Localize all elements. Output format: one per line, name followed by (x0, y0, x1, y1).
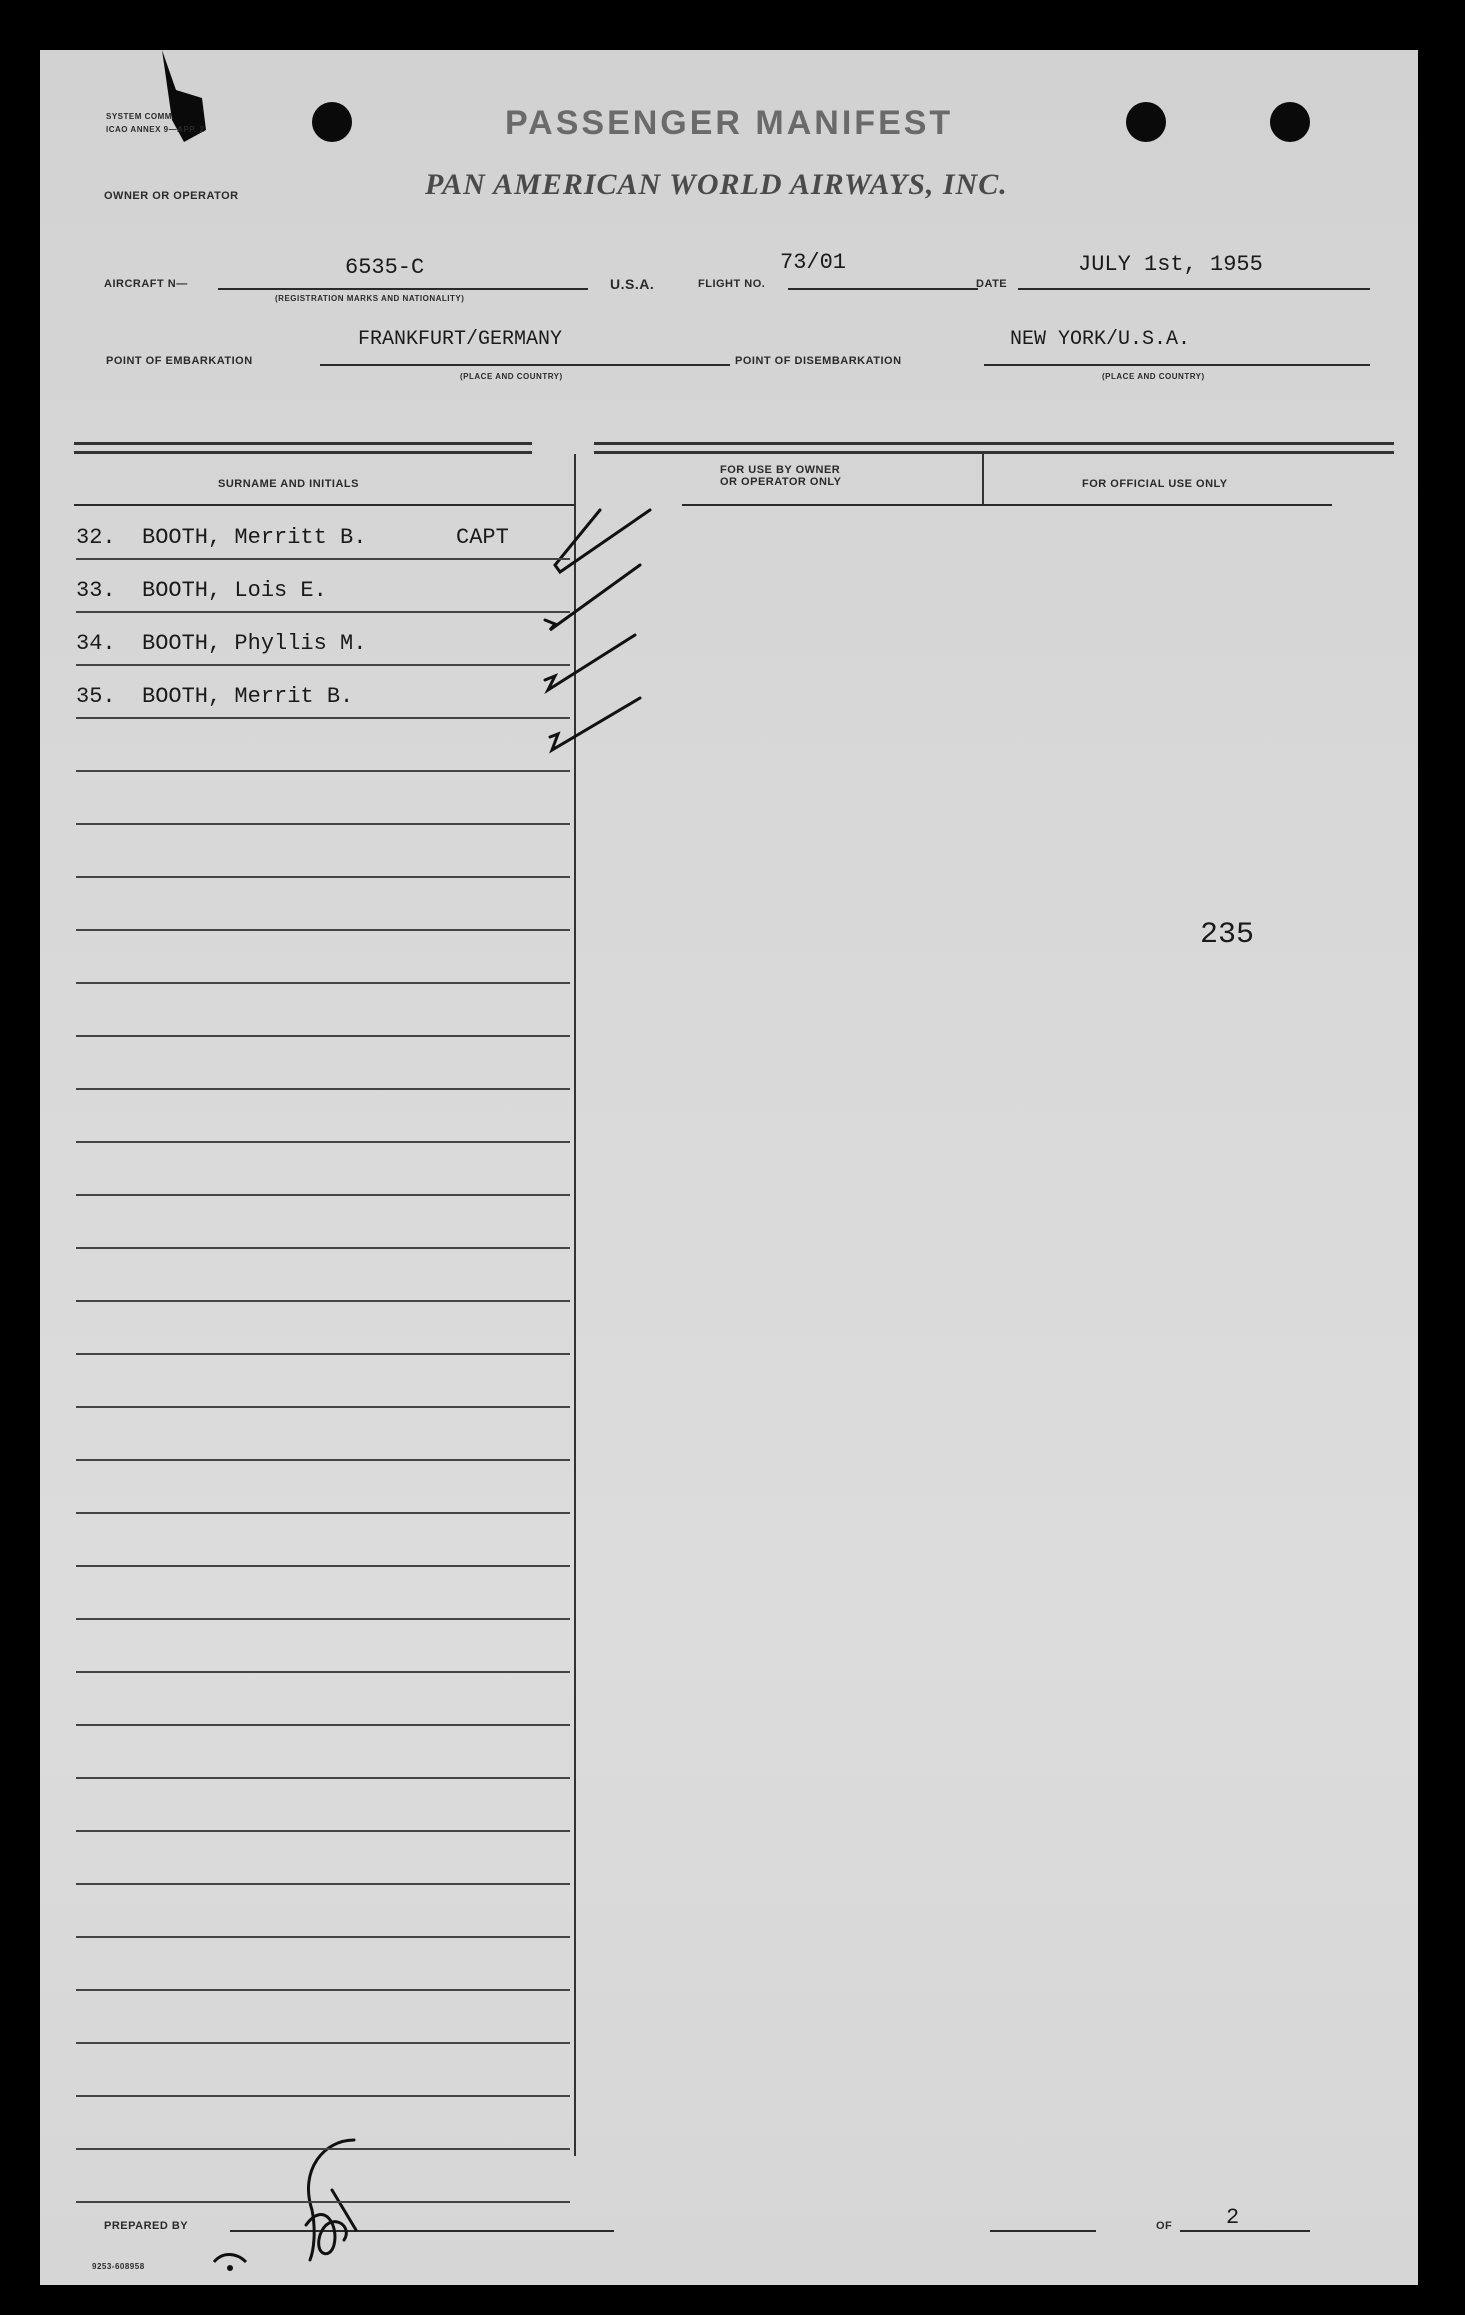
row-rule (76, 1353, 570, 1355)
row-rule (76, 1512, 570, 1514)
embark-underline (320, 364, 730, 366)
passenger-row (76, 578, 576, 608)
row-rule (76, 2042, 570, 2044)
punch-hole (312, 102, 352, 142)
passenger-name: BOOTH, Lois E. (142, 578, 327, 603)
col-header-owner-line2: OR OPERATOR ONLY (720, 476, 842, 488)
form-code: 9253-608958 (92, 2262, 145, 2271)
of-underline (1180, 2230, 1310, 2232)
passenger-name: BOOTH, Merritt B. (142, 525, 367, 550)
col-header-underline (74, 504, 576, 506)
row-rule (76, 1618, 570, 1620)
of-label: OF (1156, 2220, 1173, 2232)
date-underline (1018, 288, 1370, 290)
passenger-name: BOOTH, Merrit B. (142, 684, 354, 709)
passenger-name: BOOTH, Phyllis M. (142, 631, 367, 656)
punch-hole (1270, 102, 1310, 142)
prepared-label: PREPARED BY (104, 2220, 189, 2232)
manifest-sheet (40, 50, 1418, 2285)
row-rule (76, 2148, 570, 2150)
col-divider-official (982, 454, 984, 506)
flight-label: FLIGHT NO. (698, 278, 766, 290)
row-rule (76, 1724, 570, 1726)
row-rule (76, 1565, 570, 1567)
row-rule (76, 1406, 570, 1408)
table-top-rule-left (74, 442, 532, 454)
row-rule (76, 558, 570, 560)
of-value: 2 (1226, 2205, 1240, 2230)
disembark-caption: (PLACE AND COUNTRY) (1102, 372, 1205, 381)
row-rule (76, 1194, 570, 1196)
of-left-underline (990, 2230, 1096, 2232)
flight-underline (788, 288, 978, 290)
passenger-row (76, 631, 576, 661)
row-rule (76, 1088, 570, 1090)
owner-label: OWNER OR OPERATOR (104, 190, 239, 202)
disembark-underline (984, 364, 1370, 366)
ink-mark-icon (132, 50, 222, 160)
disembark-value: NEW YORK/U.S.A. (1010, 328, 1191, 351)
passenger-note: CAPT (456, 525, 509, 550)
row-rule (76, 2095, 570, 2097)
aircraft-label: AIRCRAFT N— (104, 278, 188, 290)
row-rule (76, 876, 570, 878)
stamp-mark-icon (210, 2250, 250, 2274)
date-value: JULY 1st, 1955 (1078, 252, 1263, 277)
col-header-owner-line1: FOR USE BY OWNER (720, 464, 841, 476)
col-header-official: FOR OFFICIAL USE ONLY (1082, 478, 1228, 490)
owner-name: PAN AMERICAN WORLD AIRWAYS, INC. (425, 168, 1008, 201)
flight-value: 73/01 (780, 250, 847, 275)
row-rule (76, 1777, 570, 1779)
row-rule (76, 1247, 570, 1249)
aircraft-underline (218, 288, 588, 290)
row-rule (76, 982, 570, 984)
row-rule (76, 717, 570, 719)
col-header-surname: SURNAME AND INITIALS (218, 478, 359, 490)
row-rule (76, 1141, 570, 1143)
row-rule (76, 1300, 570, 1302)
page-number: 235 (1200, 918, 1255, 952)
signature-icon (284, 2130, 394, 2270)
row-rule (76, 1830, 570, 1832)
row-rule (76, 929, 570, 931)
row-rule (76, 770, 570, 772)
row-rule (76, 664, 570, 666)
row-rule (76, 1883, 570, 1885)
row-rule (76, 611, 570, 613)
embark-caption: (PLACE AND COUNTRY) (460, 372, 563, 381)
table-top-rule-right (594, 442, 1394, 454)
system-ref-line1: SYSTEM COMM. (106, 112, 175, 121)
row-rule (76, 1459, 570, 1461)
punch-hole (1126, 102, 1166, 142)
row-rule (76, 1671, 570, 1673)
system-ref-line2: ICAO ANNEX 9—APP. 2 (106, 125, 205, 134)
disembark-label: POINT OF DISEMBARKATION (735, 355, 902, 367)
row-rule (76, 1989, 570, 1991)
passenger-number: 32. (76, 525, 116, 550)
passenger-row (76, 525, 576, 555)
col-header-underline-right (682, 504, 1332, 506)
usa-label: U.S.A. (610, 276, 655, 292)
embark-value: FRANKFURT/GERMANY (358, 328, 563, 351)
passenger-number: 35. (76, 684, 116, 709)
row-rule (76, 1936, 570, 1938)
page-title: PASSENGER MANIFEST (505, 104, 954, 142)
date-label: DATE (976, 278, 1008, 290)
registration-caption: (REGISTRATION MARKS AND NATIONALITY) (275, 294, 465, 303)
row-rule (76, 2201, 570, 2203)
passenger-number: 33. (76, 578, 116, 603)
row-rule (76, 823, 570, 825)
aircraft-value: 6535-C (345, 255, 425, 280)
passenger-row (76, 684, 576, 714)
embark-label: POINT OF EMBARKATION (106, 355, 253, 367)
passenger-number: 34. (76, 631, 116, 656)
row-rule (76, 1035, 570, 1037)
checkmarks-icon (540, 450, 700, 770)
